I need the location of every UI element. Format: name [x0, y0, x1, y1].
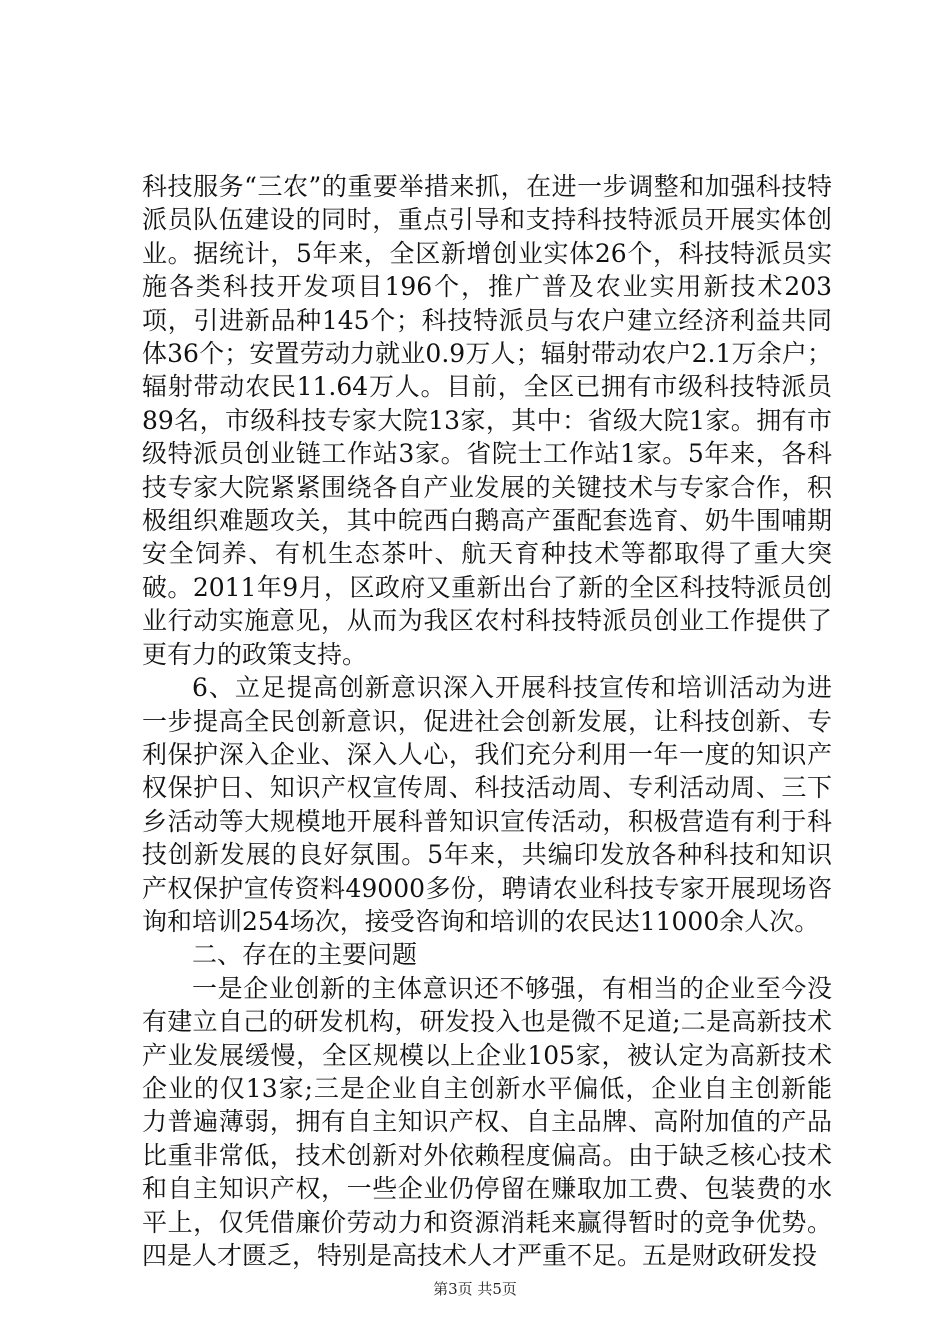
paragraph-problems: 一是企业创新的主体意识还不够强，有相当的企业至今没有建立自己的研发机构，研发投入也是微不足道;二是高新技术产业发展缓慢，全区规模以上企业105家，被认定为高新技术企业的仅13家;三是企业自主创新水平偏低，企业自主创新能力普遍薄弱，拥有自主知识产权、自主品牌、高附加值的产品比重非常低，技术创新对外依赖程度偏高。由于缺乏核心技术和自主知识产权，一些企业仍停留在赚取加工费、包装费的水平上，仅凭借廉价劳动力和资源消耗来赢得暂时的竞争优势。四是人才匮乏，特别是高技术人才严重不足。五是财政研发投 [142, 973, 832, 1270]
document-body [142, 170, 832, 1272]
paragraph-section-6: 6、立足提高创新意识深入开展科技宣传和培训活动为进一步提高全民创新意识，促进社会创新发展，让科技创新、专利保护深入企业、深入人心，我们充分利用一年一度的知识产权保护日、知识产权宣传周、科技活动周、专利活动周、三下乡活动等大规模地开展科普知识宣传活动，积极营造有利于科技创新发展的良好氛围。5年来，共编印发放各种科技和知识产权保护宣传资料49000多份，聘请农业科技专家开展现场咨询和培训254场次，接受咨询和培训的农民达11000余人次。 [142, 673, 832, 936]
section-heading-main-problems: 二、存在的主要问题 [192, 940, 418, 970]
paragraph-continuation: 科技服务“三农”的重要举措来抓，在进一步调整和加强科技特派员队伍建设的同时，重点引导和支持科技特派员开展实体创业。据统计，5年来，全区新增创业实体26个，科技特派员实施各类科技开发项目196个，推广普及农业实用新技术203项，引进新品种145个；科技特派员与农户建立经济利益共同体36个；安置劳动力就业0.9万人；辐射带动农户2.1万余户；辐射带动农民11.64万人。目前，全区已拥有市级科技特派员89名，市级科技专家大院13家，其中：省级大院1家。拥有市级特派员创业链工作站3家。省院士工作站1家。5年来，各科技专家大院紧紧围绕各自产业发展的关键技术与专家合作，积极组织难题攻关，其中皖西白鹅高产蛋配套选育、奶牛围哺期安全饲养、有机生态茶叶、航天育种技术等都取得了重大突破。2011年9月，区政府又重新出台了新的全区科技特派员创业行动实施意见，从而为我区农村科技特派员创业工作提供了更有力的政策支持。 [142, 172, 832, 669]
page-footer: 第3页 共5页 [433, 1280, 517, 1298]
